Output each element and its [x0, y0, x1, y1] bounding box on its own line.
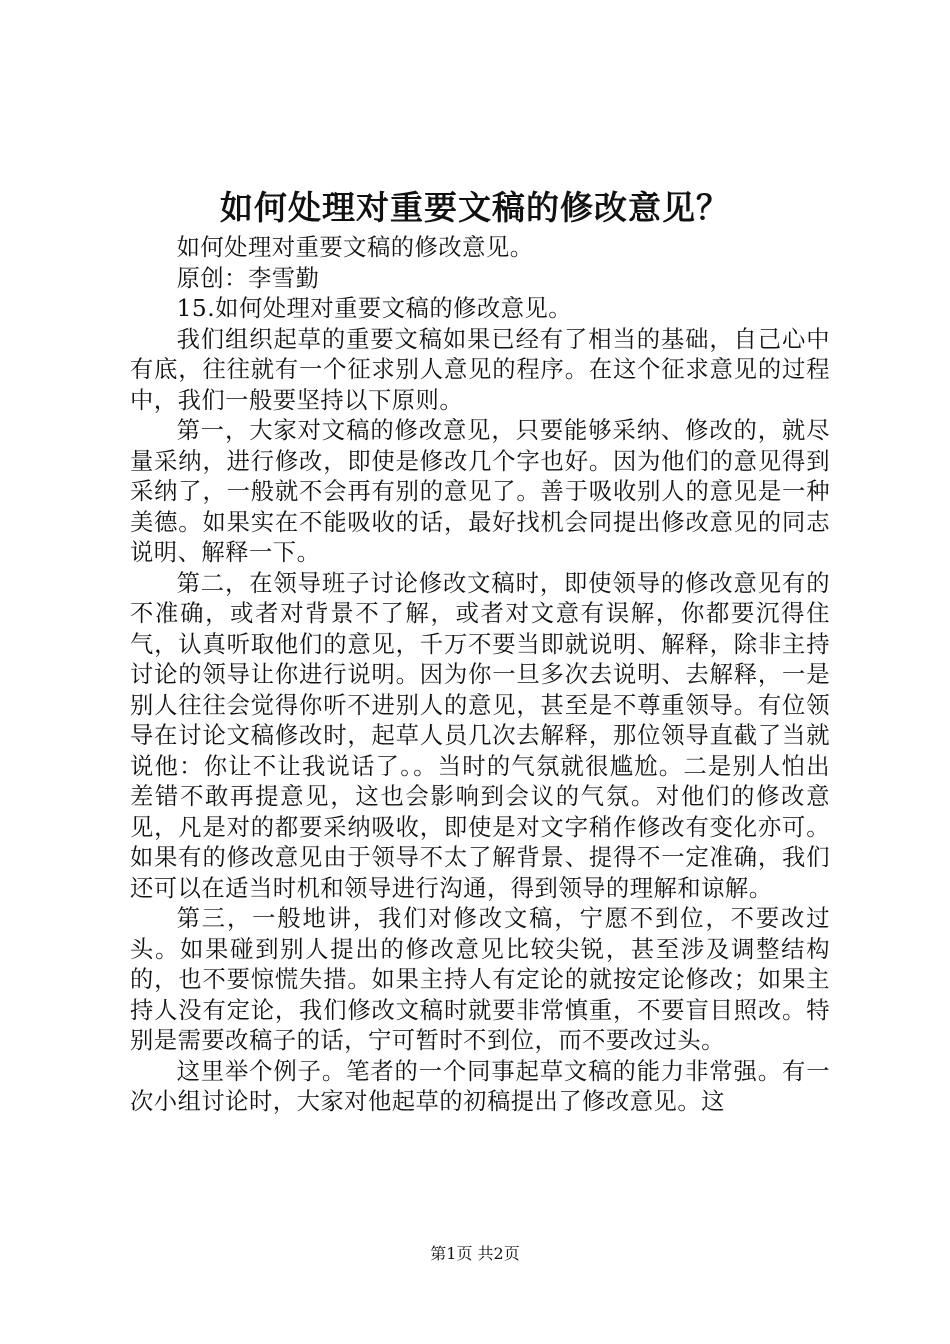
paragraph: 第三，一般地讲，我们对修改文稿，宁愿不到位，不要改过头。如果碰到别人提出的修改意见比较尖锐，甚至涉及调整结构的，也不要惊慌失措。如果主持人有定论的就按定论修改；如果主持人没有定论，我们修改文稿时就要非常慎重，不要盲目照改。特别是需要改稿子的话，宁可暂时不到位，而不要改过头。: [130, 905, 830, 1054]
paragraph: 第一，大家对文稿的修改意见，只要能够采纳、修改的，就尽量采纳，进行修改，即使是修改几个字也好。因为他们的意见得到采纳了，一般就不会再有别的意见了。善于吸收别人的意见是一种美德。如果实在不能吸收的话，最好找机会同提出修改意见的同志说明、解释一下。: [130, 417, 830, 566]
page-footer: 第1页 共2页: [430, 1244, 520, 1263]
document-body: [130, 233, 830, 1118]
paragraph: 第二，在领导班子讨论修改文稿时，即使领导的修改意见有的不准确，或者对背景不了解，或者对文意有误解，你都要沉得住气，认真听取他们的意见，千万不要当即就说明、解释，除非主持讨论的领导让你进行说明。因为你一旦多次去说明、去解释，一是别人往往会觉得你听不进别人的意见，甚至是不尊重领导。有位领导在讨论文稿修改时，起草人员几次去解释，那位领导直截了当就说他：你让不让我说话了。。当时的气氛就很尴尬。二是别人怕出差错不敢再提意见，这也会影响到会议的气氛。对他们的修改意见，凡是对的都要采纳吸收，即使是对文字稍作修改有变化亦可。如果有的修改意见由于领导不太了解背景、提得不一定准确，我们还可以在适当时机和领导进行沟通，得到领导的理解和谅解。: [130, 569, 830, 902]
section-heading: 15.如何处理对重要文稿的修改意见。: [176, 295, 573, 322]
paragraph: 我们组织起草的重要文稿如果已经有了相当的基础，自己心中有底，往往就有一个征求别人意见的程序。在这个征求意见的过程中，我们一般要坚持以下原则。: [130, 325, 830, 414]
paragraph: 如何处理对重要文稿的修改意见。: [176, 234, 534, 261]
paragraph: 这里举个例子。笔者的一个同事起草文稿的能力非常强。有一次小组讨论时，大家对他起草的初稿提出了修改意见。这: [130, 1057, 830, 1115]
document-title: 如何处理对重要文稿的修改意见？: [220, 188, 730, 227]
author-line: 原创：李雪勤: [176, 264, 320, 292]
